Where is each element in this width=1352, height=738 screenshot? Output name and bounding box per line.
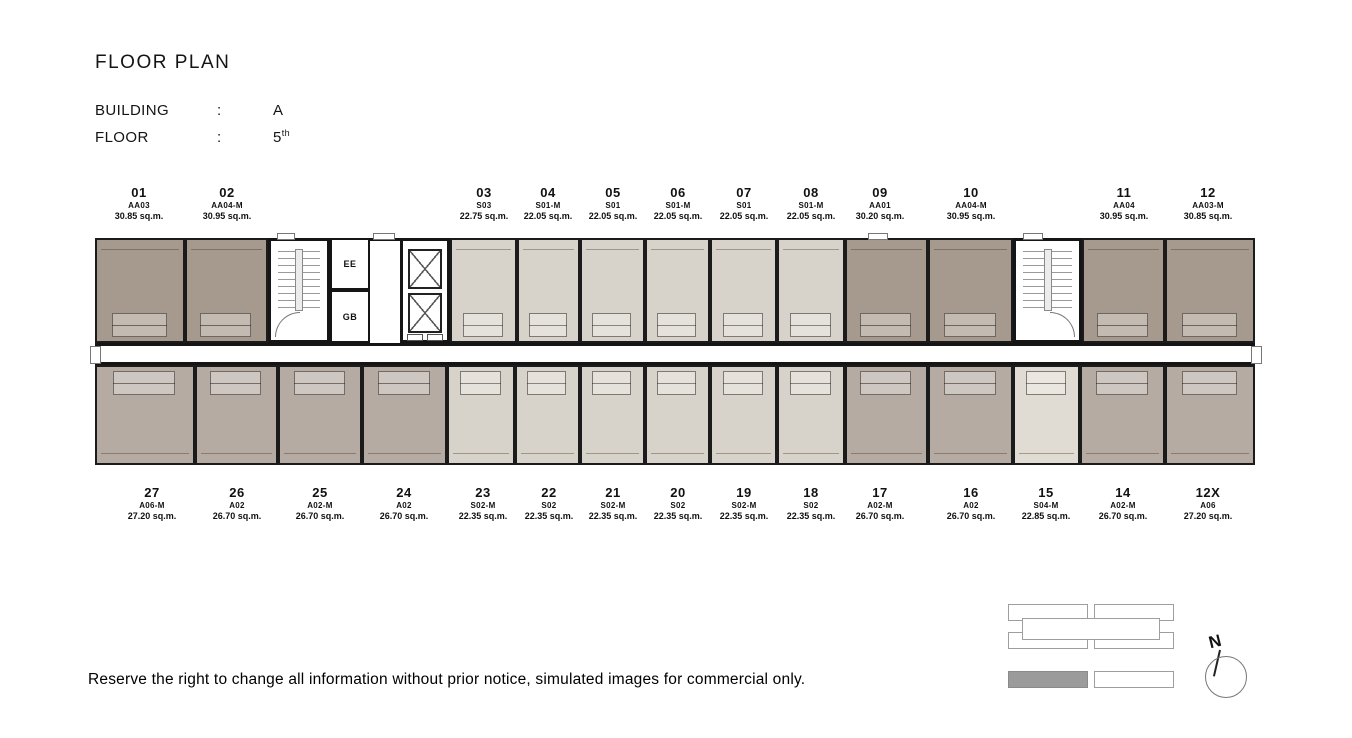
building-value: A (273, 102, 284, 119)
unit-label-22: 22 S02 22.35 sq.m. (524, 485, 574, 521)
floor-colon: : (217, 129, 222, 146)
elevator-car-icon (408, 293, 442, 333)
plan-unit-27 (95, 365, 195, 465)
unit-label-23: 23 S02-M 22.35 sq.m. (458, 485, 508, 521)
plan-unit-14 (1080, 365, 1165, 465)
unit-label-17: 17 A02-M 26.70 sq.m. (855, 485, 905, 521)
floor-value: 5th (273, 128, 291, 146)
plan-unit-10 (928, 238, 1013, 343)
unit-label-16: 16 A02 26.70 sq.m. (946, 485, 996, 521)
plan-unit-22 (515, 365, 580, 465)
unit-label-01: 01 AA03 30.85 sq.m. (114, 185, 164, 221)
door-swing-icon (275, 312, 300, 337)
unit-label-19: 19 S02-M 22.35 sq.m. (719, 485, 769, 521)
unit-label-15: 15 S04-M 22.85 sq.m. (1021, 485, 1071, 521)
stairwell-east (1013, 238, 1082, 343)
page-title: FLOOR PLAN (95, 52, 231, 73)
shaft-vent (1023, 233, 1043, 240)
plan-unit-07 (710, 238, 777, 343)
unit-label-05: 05 S01 22.05 sq.m. (588, 185, 638, 221)
unit-label-09: 09 AA01 30.20 sq.m. (855, 185, 905, 221)
unit-label-20: 20 S02 22.35 sq.m. (653, 485, 703, 521)
plan-unit-15 (1013, 365, 1080, 465)
floor-ordinal: th (281, 128, 291, 138)
unit-label-14: 14 A02-M 26.70 sq.m. (1098, 485, 1148, 521)
plan-unit-23 (447, 365, 515, 465)
plan-unit-20 (645, 365, 710, 465)
unit-label-07: 07 S01 22.05 sq.m. (719, 185, 769, 221)
unit-label-26: 26 A02 26.70 sq.m. (212, 485, 262, 521)
plan-unit-12x (1165, 365, 1255, 465)
disclaimer-text: Reserve the right to change all information without prior notice, simulated images for commercial only. (88, 671, 806, 688)
lift-lobby (370, 238, 400, 343)
unit-label-04: 04 S01-M 22.05 sq.m. (523, 185, 573, 221)
keyplan-building-outline (1094, 671, 1174, 688)
floor-plan-drawing (95, 238, 1255, 465)
shaft-vent (277, 233, 295, 240)
plan-unit-03 (450, 238, 517, 343)
plan-unit-08 (777, 238, 845, 343)
plan-unit-12 (1165, 238, 1255, 343)
unit-label-24: 24 A02 26.70 sq.m. (379, 485, 429, 521)
unit-label-21: 21 S02-M 22.35 sq.m. (588, 485, 638, 521)
plan-unit-19 (710, 365, 777, 465)
unit-label-11: 11 AA04 30.95 sq.m. (1099, 185, 1149, 221)
shaft-vent (868, 233, 888, 240)
plan-unit-06 (645, 238, 710, 343)
plan-unit-02 (185, 238, 268, 343)
stair-rail (295, 249, 303, 311)
plan-unit-04 (517, 238, 580, 343)
corridor-end-window (90, 346, 101, 364)
keyplan-building-outline-center (1022, 618, 1160, 640)
unit-label-06: 06 S01-M 22.05 sq.m. (653, 185, 703, 221)
corridor (95, 343, 1255, 365)
unit-label-08: 08 S01-M 22.05 sq.m. (786, 185, 836, 221)
plan-unit-21 (580, 365, 645, 465)
plan-unit-24 (362, 365, 447, 465)
plan-unit-26 (195, 365, 278, 465)
shaft-vent (373, 233, 395, 240)
plan-unit-11 (1082, 238, 1165, 343)
floor-row (95, 128, 435, 146)
unit-label-10: 10 AA04-M 30.95 sq.m. (946, 185, 996, 221)
unit-label-12: 12 AA03-M 30.85 sq.m. (1183, 185, 1233, 221)
compass-north-label: N (1206, 630, 1224, 653)
plan-unit-18 (777, 365, 845, 465)
unit-label-02: 02 AA04-M 30.95 sq.m. (202, 185, 252, 221)
compass-icon (1205, 656, 1247, 698)
keyplan-building-highlighted (1008, 671, 1088, 688)
unit-label-27: 27 A06-M 27.20 sq.m. (127, 485, 177, 521)
elevator-shaft (400, 238, 450, 343)
elevator-sill (427, 334, 443, 341)
elevator-car-icon (408, 249, 442, 289)
door-swing-icon (1050, 312, 1075, 337)
service-room-gb: GB (330, 290, 370, 343)
plan-unit-16 (928, 365, 1013, 465)
service-room-ee: EE (330, 238, 370, 290)
plan-unit-05 (580, 238, 645, 343)
plan-unit-25 (278, 365, 362, 465)
unit-label-12x: 12X A06 27.20 sq.m. (1183, 485, 1233, 521)
elevator-sill (407, 334, 423, 341)
stair-rail (1044, 249, 1052, 311)
building-colon: : (217, 102, 222, 119)
plan-unit-01 (95, 238, 185, 343)
plan-unit-17 (845, 365, 928, 465)
stairwell-west (268, 238, 330, 343)
unit-label-25: 25 A02-M 26.70 sq.m. (295, 485, 345, 521)
plan-unit-09 (845, 238, 928, 343)
corridor-end-window (1251, 346, 1262, 364)
building-label: BUILDING (95, 102, 170, 119)
key-plan (1008, 600, 1176, 695)
floor-label: FLOOR (95, 129, 149, 146)
unit-label-03: 03 S03 22.75 sq.m. (459, 185, 509, 221)
unit-label-18: 18 S02 22.35 sq.m. (786, 485, 836, 521)
building-row (95, 102, 435, 119)
